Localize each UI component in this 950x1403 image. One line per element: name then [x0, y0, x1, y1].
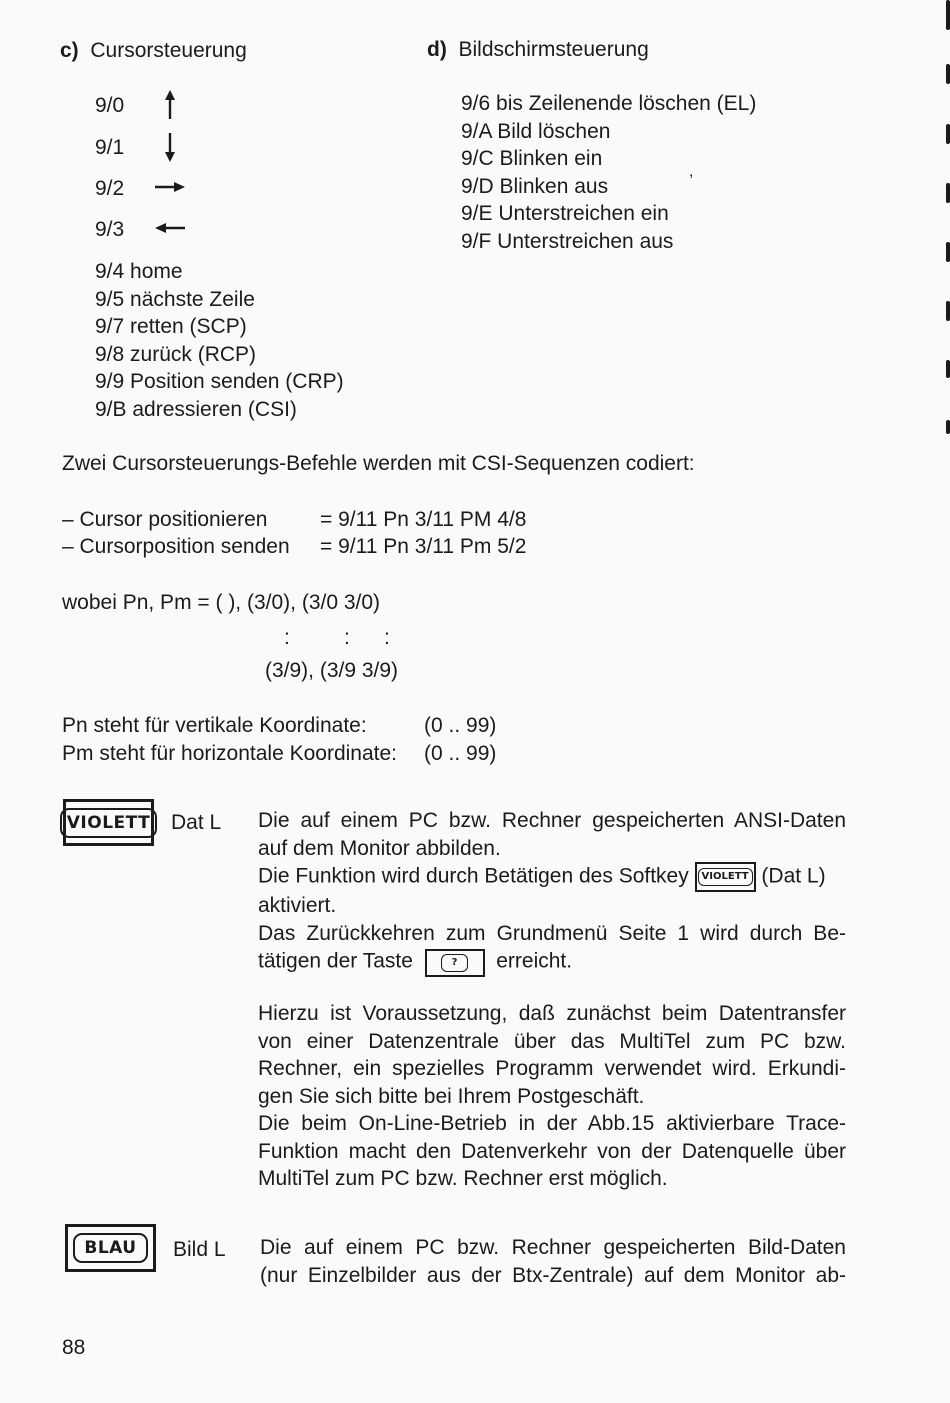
- cursor-code: 9/2: [95, 177, 125, 200]
- bild-l-description: [260, 1234, 846, 1289]
- violett-key-label: VIOLETT: [60, 808, 157, 838]
- text-line: auf dem Monitor abbilden.: [258, 836, 501, 860]
- arrow-down-icon: [162, 132, 178, 162]
- colon: :: [284, 626, 290, 649]
- range-end: (3/9), (3/9 3/9): [265, 659, 399, 682]
- edge-mark: [946, 124, 950, 144]
- cursor-down-row: [95, 134, 124, 162]
- csi-row-1-label: – Cursor positionieren: [62, 508, 268, 531]
- list-item: 9/6 bis Zeilenende löschen (EL): [461, 92, 757, 115]
- csi-intro: Zwei Cursorsteuerungs-Befehle werden mit CSI-Sequenzen codiert:: [62, 452, 695, 475]
- dat-l-name: Dat L: [171, 811, 222, 834]
- coord-row-1-value: (0 .. 99): [424, 714, 497, 737]
- help-key-inline: [425, 949, 485, 977]
- wobei-line: wobei Pn, Pm = ( ), (3/0), (3/0 3/0): [62, 591, 381, 614]
- text-fragment: Die Funktion wird durch Betätigen des Softkey: [258, 864, 689, 888]
- help-key-label: ?: [441, 954, 469, 972]
- section-d-heading: [427, 36, 649, 64]
- arrow-left-icon: [154, 221, 186, 235]
- section-c-heading: [60, 37, 247, 65]
- text-line: aktiviert.: [258, 894, 337, 917]
- arrow-right-icon: [154, 180, 186, 194]
- text-line: Hierzu ist Voraussetzung, daß zunächst beim Datentransfer: [258, 1002, 846, 1025]
- edge-mark: [946, 64, 950, 84]
- stray-mark: ,: [689, 163, 694, 180]
- csi-row-2-value: = 9/11 Pn 3/11 Pm 5/2: [320, 535, 527, 558]
- softkey-line: [258, 862, 846, 892]
- text-line: Das Zurückkehren zum Grundmenü Seite 1 wird durch Be-: [258, 921, 846, 945]
- text-fragment: erreicht.: [496, 949, 573, 973]
- section-d-list: [461, 90, 756, 255]
- section-c-list: [95, 258, 344, 423]
- csi-row-1-value: = 9/11 Pn 3/11 PM 4/8: [320, 508, 527, 531]
- coord-row-2-value: (0 .. 99): [424, 742, 497, 765]
- edge-mark: [946, 0, 950, 30]
- edge-mark: [946, 360, 950, 378]
- page-number: 88: [62, 1336, 86, 1359]
- text-line: Rechner, ein spezielles Programm verwendet wird. Erkundi-: [258, 1057, 846, 1080]
- list-item: 9/8 zurück (RCP): [95, 342, 257, 366]
- edge-mark: [946, 183, 950, 203]
- violett-softkey-label: VIOLETT: [698, 868, 753, 886]
- list-item: 9/B adressieren (CSI): [95, 397, 297, 421]
- section-d-letter: d): [427, 38, 447, 61]
- section-c-title: Cursorsteuerung: [90, 39, 247, 62]
- violett-softkey-inline: [695, 862, 756, 892]
- cursor-code: 9/0: [95, 94, 125, 117]
- section-d-title: Bildschirmsteuerung: [458, 38, 649, 61]
- edge-mark: [946, 301, 950, 321]
- csi-row-2-label: – Cursorposition senden: [62, 535, 290, 558]
- list-item: 9/E Unterstreichen ein: [461, 202, 669, 225]
- text-line: gen Sie sich bitte bei Ihrem Postgeschäft.: [258, 1084, 645, 1108]
- cursor-right-row: [95, 175, 124, 203]
- text-line: (nur Einzelbilder aus der Btx-Zentrale) auf dem Monitor ab-: [260, 1263, 846, 1287]
- text-fragment: (Dat L): [761, 864, 826, 888]
- edge-mark: [946, 420, 950, 434]
- text-line: Funktion macht den Datenverkehr von der Datenquelle über: [258, 1139, 846, 1163]
- section-c-letter: c): [60, 39, 79, 62]
- list-item: 9/7 retten (SCP): [95, 315, 247, 338]
- cursor-left-row: [95, 216, 124, 244]
- cursor-code: 9/3: [95, 218, 125, 241]
- coord-row-1-label: Pn steht für vertikale Koordinate:: [62, 714, 367, 737]
- cursor-code: 9/1: [95, 136, 125, 159]
- cursor-up-row: [95, 92, 124, 120]
- edge-mark: [946, 242, 950, 262]
- blau-key-label: BLAU: [73, 1233, 147, 1263]
- list-item: 9/F Unterstreichen aus: [461, 229, 674, 253]
- list-item: 9/9 Position senden (CRP): [95, 370, 344, 393]
- bild-l-name: Bild L: [173, 1238, 226, 1261]
- dat-l-description: [258, 807, 846, 977]
- arrow-up-icon: [162, 90, 178, 120]
- text-line: MultiTel zum PC bzw. Rechner erst möglich.: [258, 1167, 668, 1190]
- list-item: 9/A Bild löschen: [461, 119, 611, 143]
- list-item: 9/D Blinken aus: [461, 174, 609, 198]
- text-line: Die beim On-Line-Betrieb in der Abb.15 aktivierbare Trace-: [258, 1112, 846, 1135]
- blau-key: [65, 1224, 156, 1272]
- text-line: von einer Datenzentrale über das MultiTel zum PC bzw.: [258, 1029, 846, 1053]
- dat-l-note: [258, 1000, 846, 1193]
- coord-row-2-label: Pm steht für horizontale Koordinate:: [62, 742, 398, 765]
- violett-key: [63, 799, 154, 846]
- text-fragment: tätigen der Taste: [258, 949, 413, 973]
- help-key-line: [258, 947, 846, 977]
- list-item: 9/5 nächste Zeile: [95, 287, 255, 311]
- colon: :: [384, 626, 390, 649]
- text-line: Die auf einem PC bzw. Rechner gespeicherten ANSI-Daten: [258, 809, 846, 832]
- list-item: 9/4 home: [95, 260, 183, 283]
- list-item: 9/C Blinken ein: [461, 147, 603, 170]
- text-line: Die auf einem PC bzw. Rechner gespeicherten Bild-Daten: [260, 1236, 846, 1259]
- colon: :: [344, 626, 350, 649]
